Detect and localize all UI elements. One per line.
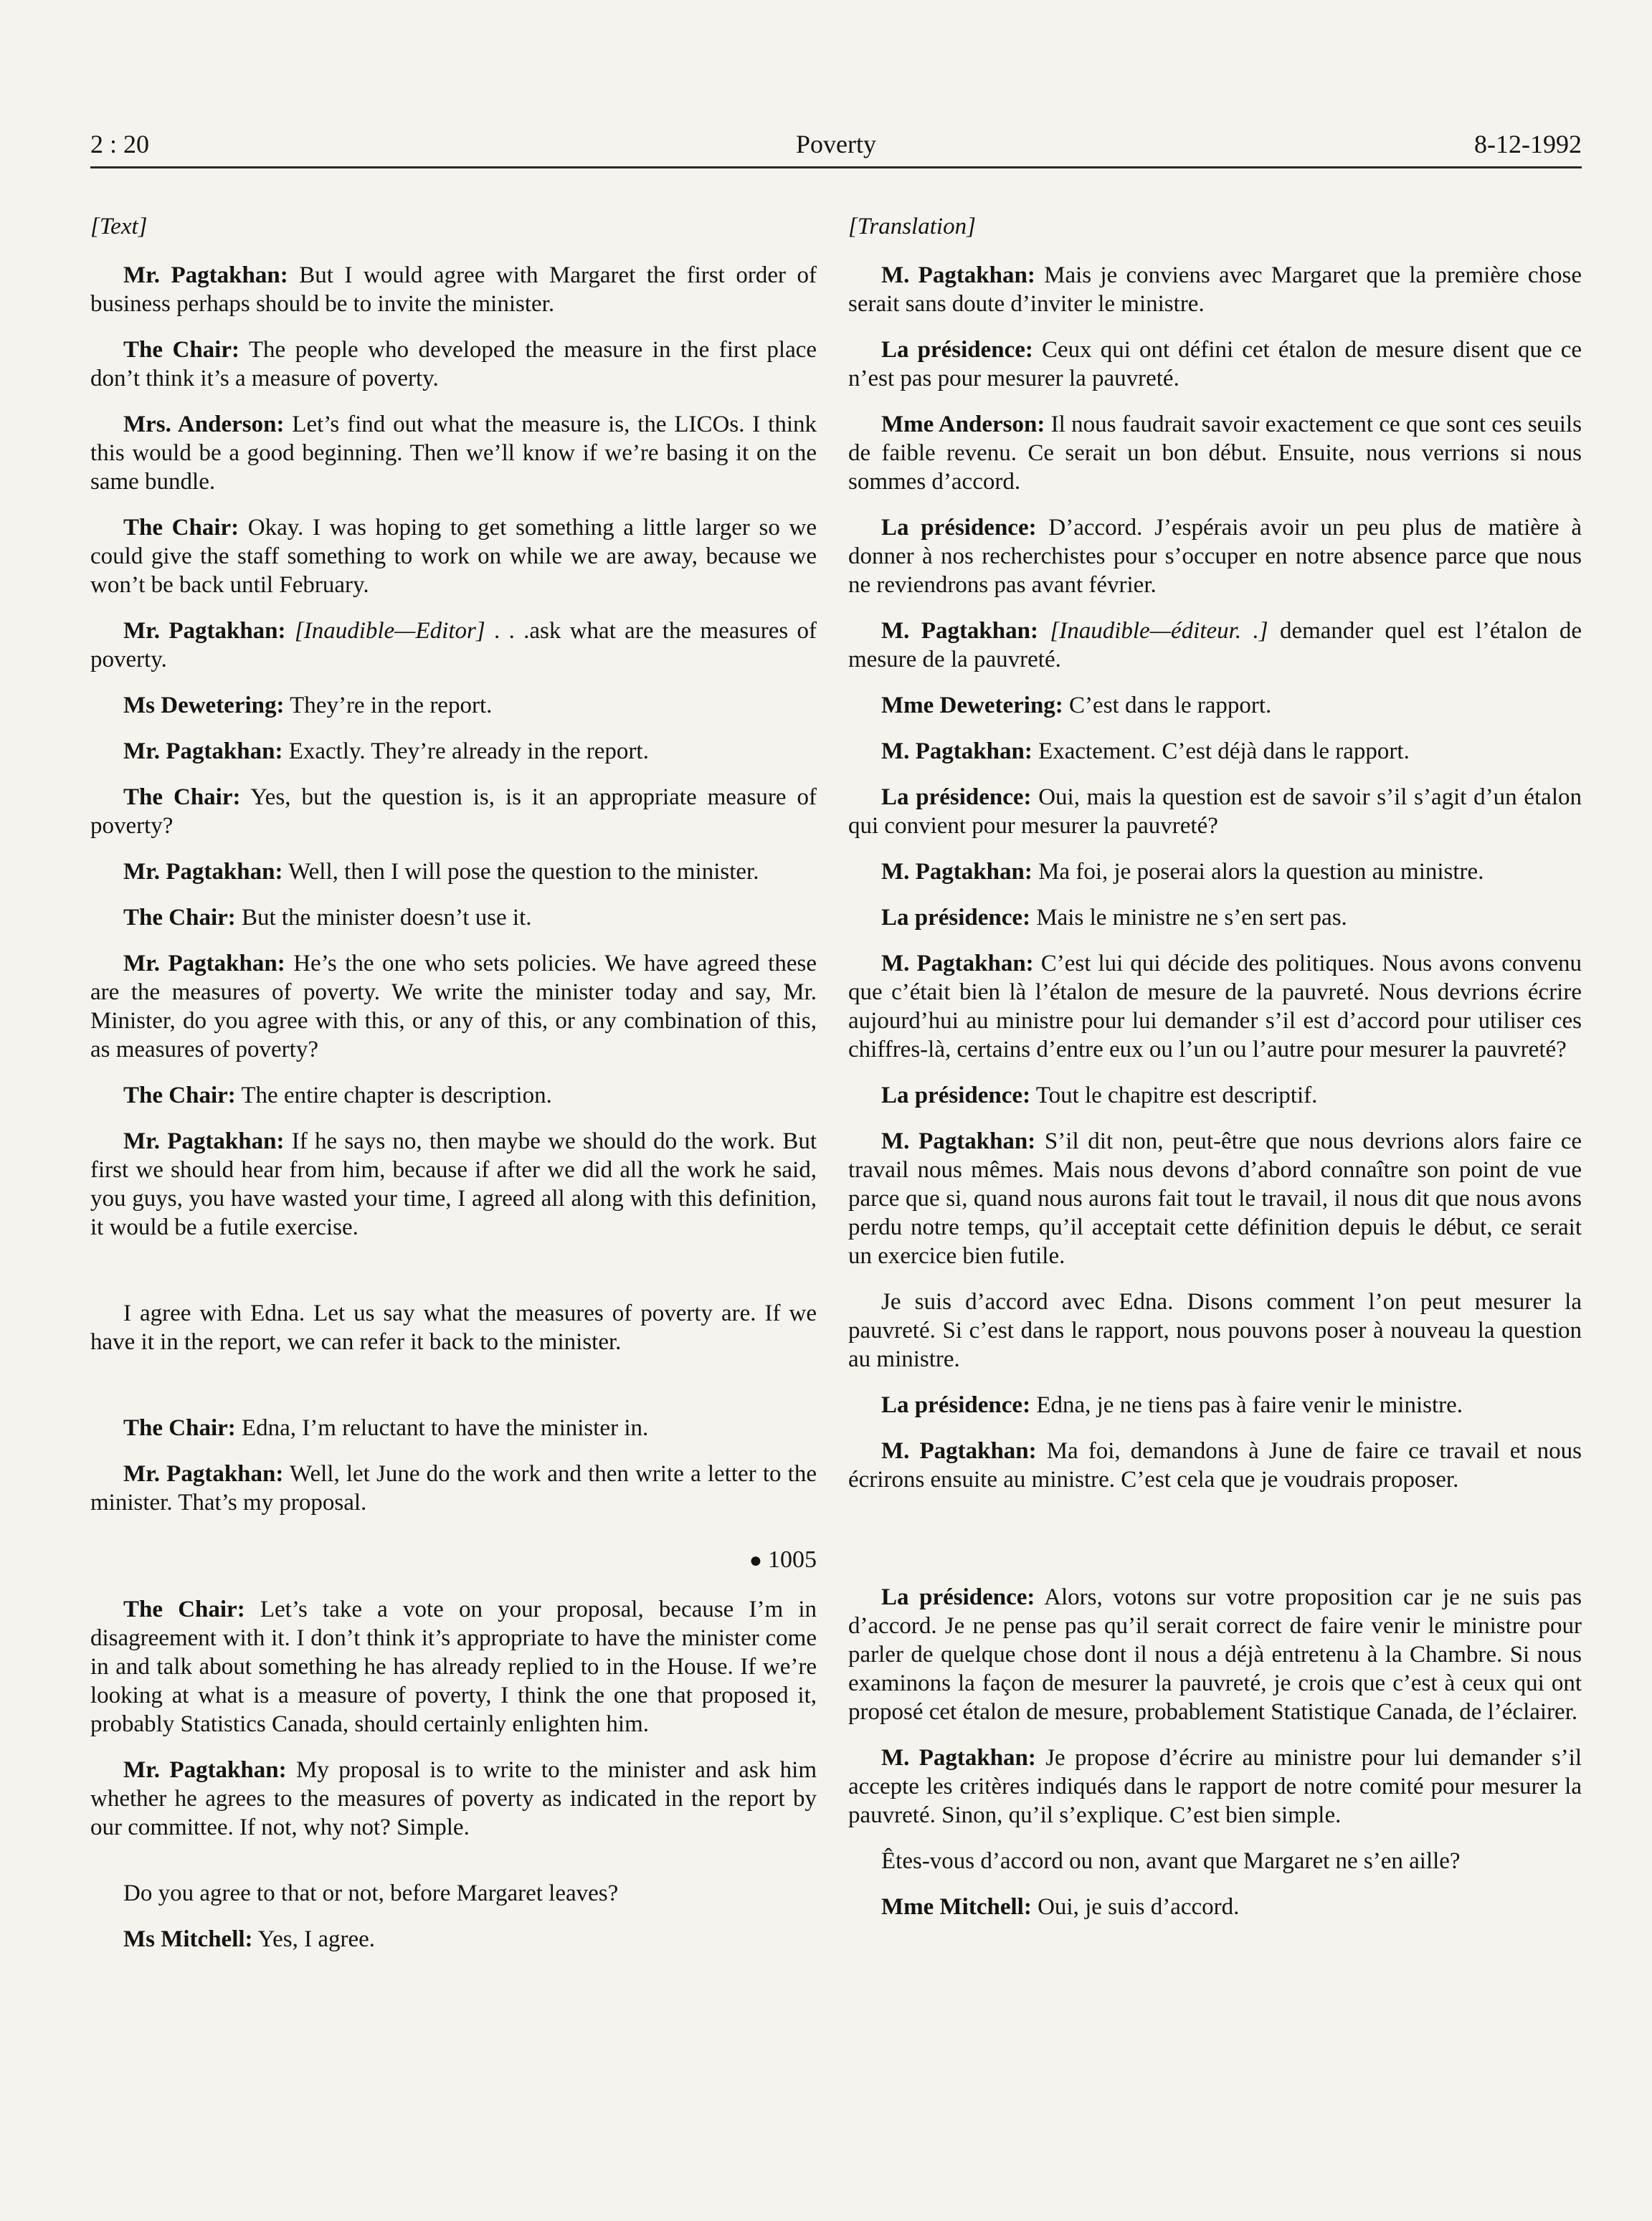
speaker: Mme Anderson: <box>881 412 1045 437</box>
statement-text: Well, then I will pose the question to the minister. <box>283 859 759 885</box>
statement-text: Mais je conviens avec Margaret que la première chose serait sans doute d’inviter le ministre. <box>848 262 1582 317</box>
speaker: Ms Mitchell: <box>123 1926 253 1952</box>
statement <box>848 1847 1582 1875</box>
french-column <box>848 212 1582 1939</box>
speaker: La présidence: <box>881 905 1031 931</box>
statement <box>90 949 817 1064</box>
statement-text: Let’s find out what the measure is, the LICOs. I think this would be a good beginning. Then we’ll know if we’re basing it on the same bundle. <box>90 412 817 495</box>
speaker: The Chair: <box>123 784 241 810</box>
statement <box>848 691 1582 720</box>
speaker: Mr. Pagtakhan: <box>123 1757 287 1783</box>
statement-text: My proposal is to write to the minister and ask him whether he agrees to the measures of poverty as indicated in the report by our committee. If not, why not? Simple. <box>90 1757 817 1840</box>
statement <box>90 857 817 886</box>
column-heading-translation: [Translation] <box>848 214 976 239</box>
speaker: M. Pagtakhan: <box>881 1745 1036 1771</box>
speaker: M. Pagtakhan: <box>881 859 1032 885</box>
statement-text: Je propose d’écrire au ministre pour lui demander s’il accepte les critères indiqués dans le rapport de notre comité pour mesurer la pauvreté. Sinon, qu’il s’explique. C’est bien simple. <box>848 1745 1582 1828</box>
statement <box>90 1127 817 1242</box>
statement <box>90 261 817 318</box>
statement-text: Alors, votons sur votre proposition car je ne suis pas d’accord. Je ne pense pas qu’il serait correct de faire venir le ministre pour parler de quelque chose dont il nous a déjà entretenu à la Chambre. Si nous examinons la façon de mesurer la pauvreté, je crois que c’est à ceux qui ont proposé cet étalon de mesure, probablement Statistique Canada, de l’éclairer. <box>848 1584 1582 1725</box>
speaker: Mr. Pagtakhan: <box>123 738 283 764</box>
speaker: Ms Dewetering: <box>123 693 285 718</box>
statement <box>90 1756 817 1842</box>
statement-text: Je suis d’accord avec Edna. Disons comment l’on peut mesurer la pauvreté. Si c’est dans le rapport, nous pouvons poser à nouveau la question au ministre. <box>848 1289 1582 1372</box>
statement <box>90 1879 817 1908</box>
page-number: 2 : 20 <box>90 130 150 158</box>
speaker: Mme Mitchell: <box>881 1894 1032 1920</box>
statement <box>90 691 817 720</box>
statement <box>848 1081 1582 1110</box>
statement <box>848 1744 1582 1830</box>
speaker: The Chair: <box>123 337 239 363</box>
statement-text: Mais le ministre ne s’en sert pas. <box>1030 905 1347 931</box>
statement-text: Oui, mais la question est de savoir s’il s’agit d’un étalon qui convient pour mesurer la pauvreté? <box>848 784 1582 839</box>
speaker: M. Pagtakhan: <box>881 262 1035 288</box>
statement <box>848 1893 1582 1921</box>
statement-text: He’s the one who sets policies. We have agreed these are the measures of poverty. We write the minister today and say, Mr. Minister, do you agree with this, or any of this, or any combination of this, as measures of poverty? <box>90 951 817 1062</box>
statement <box>848 1583 1582 1726</box>
english-column <box>90 212 817 1971</box>
statement-text: Yes, I agree. <box>252 1926 375 1952</box>
inaudible-note: [Inaudible—éditeur. .] <box>1050 618 1268 644</box>
statement-text: C’est lui qui décide des politiques. Nous avons convenu que c’était bien là l’étalon de mesure de la pauvreté. Nous devrions écrire aujourd’hui au ministre pour lui demander s’il est d’accord pour utiliser ces chiffres-là, certains d’entre eux ou l’un ou l’autre pour mesurer la pauvreté? <box>848 951 1582 1062</box>
statement-text: Ma foi, demandons à June de faire ce travail et nous écrirons ensuite au ministre. C’est cela que je voudrais proposer. <box>848 1438 1582 1493</box>
statement-text: Il nous faudrait savoir exactement ce que sont ces seuils de faible revenu. Ce serait un bon début. Ensuite, nous verrions si nous sommes d’accord. <box>848 412 1582 495</box>
statement <box>848 336 1582 393</box>
statement <box>90 1414 817 1442</box>
speaker: Mr. Pagtakhan: <box>123 262 288 288</box>
statement-text: Yes, but the question is, is it an appropriate measure of poverty? <box>90 784 817 839</box>
statement <box>90 1925 817 1954</box>
speaker: La présidence: <box>881 1083 1031 1108</box>
page-header <box>90 129 1582 166</box>
speaker: Mr. Pagtakhan: <box>123 951 285 976</box>
statement <box>90 336 817 393</box>
statement-text: Ceux qui ont défini cet étalon de mesure disent que ce n’est pas pour mesurer la pauvreté. <box>848 337 1582 391</box>
speaker: M. Pagtakhan: <box>881 618 1038 644</box>
statement <box>848 261 1582 318</box>
statement <box>848 410 1582 496</box>
statement-text: Exactement. C’est déjà dans le rapport. <box>1032 738 1410 764</box>
statement <box>848 617 1582 674</box>
statement <box>90 1299 817 1356</box>
statement-text: Êtes-vous d’accord ou non, avant que Margaret ne s’en aille? <box>881 1848 1461 1874</box>
statement-text: Well, let June do the work and then write a letter to the minister. That’s my proposal. <box>90 1461 817 1516</box>
speaker: Mr. Pagtakhan: <box>123 1128 285 1154</box>
speaker: Mr. Pagtakhan: <box>123 859 283 885</box>
speaker: Mr. Pagtakhan: <box>123 618 286 644</box>
statement <box>90 617 817 674</box>
speaker: Mr. Pagtakhan: <box>123 1461 284 1487</box>
speaker: The Chair: <box>123 1415 236 1441</box>
statement-text: D’accord. J’espérais avoir un peu plus de matière à donner à nos recherchistes pour s’occuper en notre absence parce que nous ne reviendrons pas avant février. <box>848 515 1582 598</box>
statement-text: But I would agree with Margaret the first order of business perhaps should be to invite the minister. <box>90 262 817 317</box>
statement <box>848 949 1582 1064</box>
speaker: M. Pagtakhan: <box>881 1438 1037 1464</box>
statement-text: They’re in the report. <box>284 693 493 718</box>
speaker: La présidence: <box>881 784 1032 810</box>
statement <box>848 513 1582 599</box>
speaker: Mrs. Anderson: <box>123 412 285 437</box>
statement <box>848 1391 1582 1419</box>
statement-text: Do you agree to that or not, before Margaret leaves? <box>123 1880 619 1906</box>
speaker: M. Pagtakhan: <box>881 1128 1036 1154</box>
statement <box>90 410 817 496</box>
statement <box>90 1460 817 1517</box>
statement <box>848 1288 1582 1374</box>
statement <box>90 513 817 599</box>
page-date: 8-12-1992 <box>1474 130 1582 158</box>
speaker: The Chair: <box>123 1083 236 1108</box>
statement-text: I agree with Edna. Let us say what the measures of poverty are. If we have it in the report, we can refer it back to the minister. <box>90 1300 817 1355</box>
statement <box>848 783 1582 840</box>
statement <box>90 783 817 840</box>
statement <box>848 737 1582 766</box>
statement-text: Tout le chapitre est descriptif. <box>1030 1083 1318 1108</box>
speaker: La présidence: <box>881 1584 1035 1610</box>
statement <box>90 1081 817 1110</box>
statement-text: C’est dans le rapport. <box>1063 693 1272 718</box>
statement <box>90 737 817 766</box>
statement-text: Oui, je suis d’accord. <box>1031 1894 1240 1920</box>
speaker: La présidence: <box>881 515 1037 541</box>
statement-text: But the minister doesn’t use it. <box>235 905 532 931</box>
statement-text: If he says no, then maybe we should do the work. But first we should hear from him, because if after we did all the work he said, you guys, you have wasted your time, I agreed all along with this definition, it would be a futile exercise. <box>90 1128 817 1240</box>
statement <box>90 1595 817 1739</box>
statement-text: Let’s take a vote on your proposal, because I’m in disagreement with it. I don’t think it’s appropriate to have the minister come in and talk about something he has already replied to in the House. If we’re looking at what is a measure of poverty, I think the one that proposed it, probably Statistics Canada, should certainly enlighten him. <box>90 1597 817 1737</box>
statement-text: . . .ask what are the measures of poverty. <box>90 618 817 672</box>
speaker: M. Pagtakhan: <box>881 738 1032 764</box>
bullet-icon: ● <box>749 1549 762 1572</box>
statement-text: S’il dit non, peut-être que nous devrions alors faire ce travail nous mêmes. Mais nous devons d’abord connaître son point de vue parce que si, quand nous aurons fait tout le travail, il nous dit que nous avons perdu notre temps, qu’il acceptait cette définition depuis le début, ce serait un exercice bien futile. <box>848 1128 1582 1269</box>
column-heading-text: [Text] <box>90 214 148 239</box>
inaudible-note: [Inaudible—Editor] <box>294 618 485 644</box>
speaker: The Chair: <box>123 515 239 541</box>
speaker: Mme Dewetering: <box>881 693 1063 718</box>
statement-text: Exactly. They’re already in the report. <box>283 738 649 764</box>
statement-text: Edna, je ne tiens pas à faire venir le ministre. <box>1030 1392 1463 1418</box>
statement-text: Ma foi, je poserai alors la question au ministre. <box>1032 859 1484 885</box>
speaker: La présidence: <box>881 337 1033 363</box>
statement <box>848 857 1582 886</box>
statement <box>848 903 1582 932</box>
time-marker: ● 1005 <box>749 1546 817 1573</box>
statement <box>90 903 817 932</box>
statement <box>848 1437 1582 1494</box>
speaker: The Chair: <box>123 1597 245 1622</box>
statement-text: Edna, I’m reluctant to have the minister in. <box>235 1415 649 1441</box>
statement <box>848 1127 1582 1270</box>
speaker: La présidence: <box>881 1392 1031 1418</box>
statement-text: demander quel est l’étalon de mesure de la pauvreté. <box>848 618 1582 672</box>
statement-text: The people who developed the measure in the first place don’t think it’s a measure of poverty. <box>90 337 817 391</box>
statement-text: Okay. I was hoping to get something a little larger so we could give the staff something to work on while we are away, because we won’t be back until February. <box>90 515 817 598</box>
header-rule <box>90 166 1582 168</box>
speaker: The Chair: <box>123 905 236 931</box>
statement-text: The entire chapter is description. <box>235 1083 552 1108</box>
page-title: Poverty <box>796 130 876 158</box>
speaker: M. Pagtakhan: <box>881 951 1034 976</box>
